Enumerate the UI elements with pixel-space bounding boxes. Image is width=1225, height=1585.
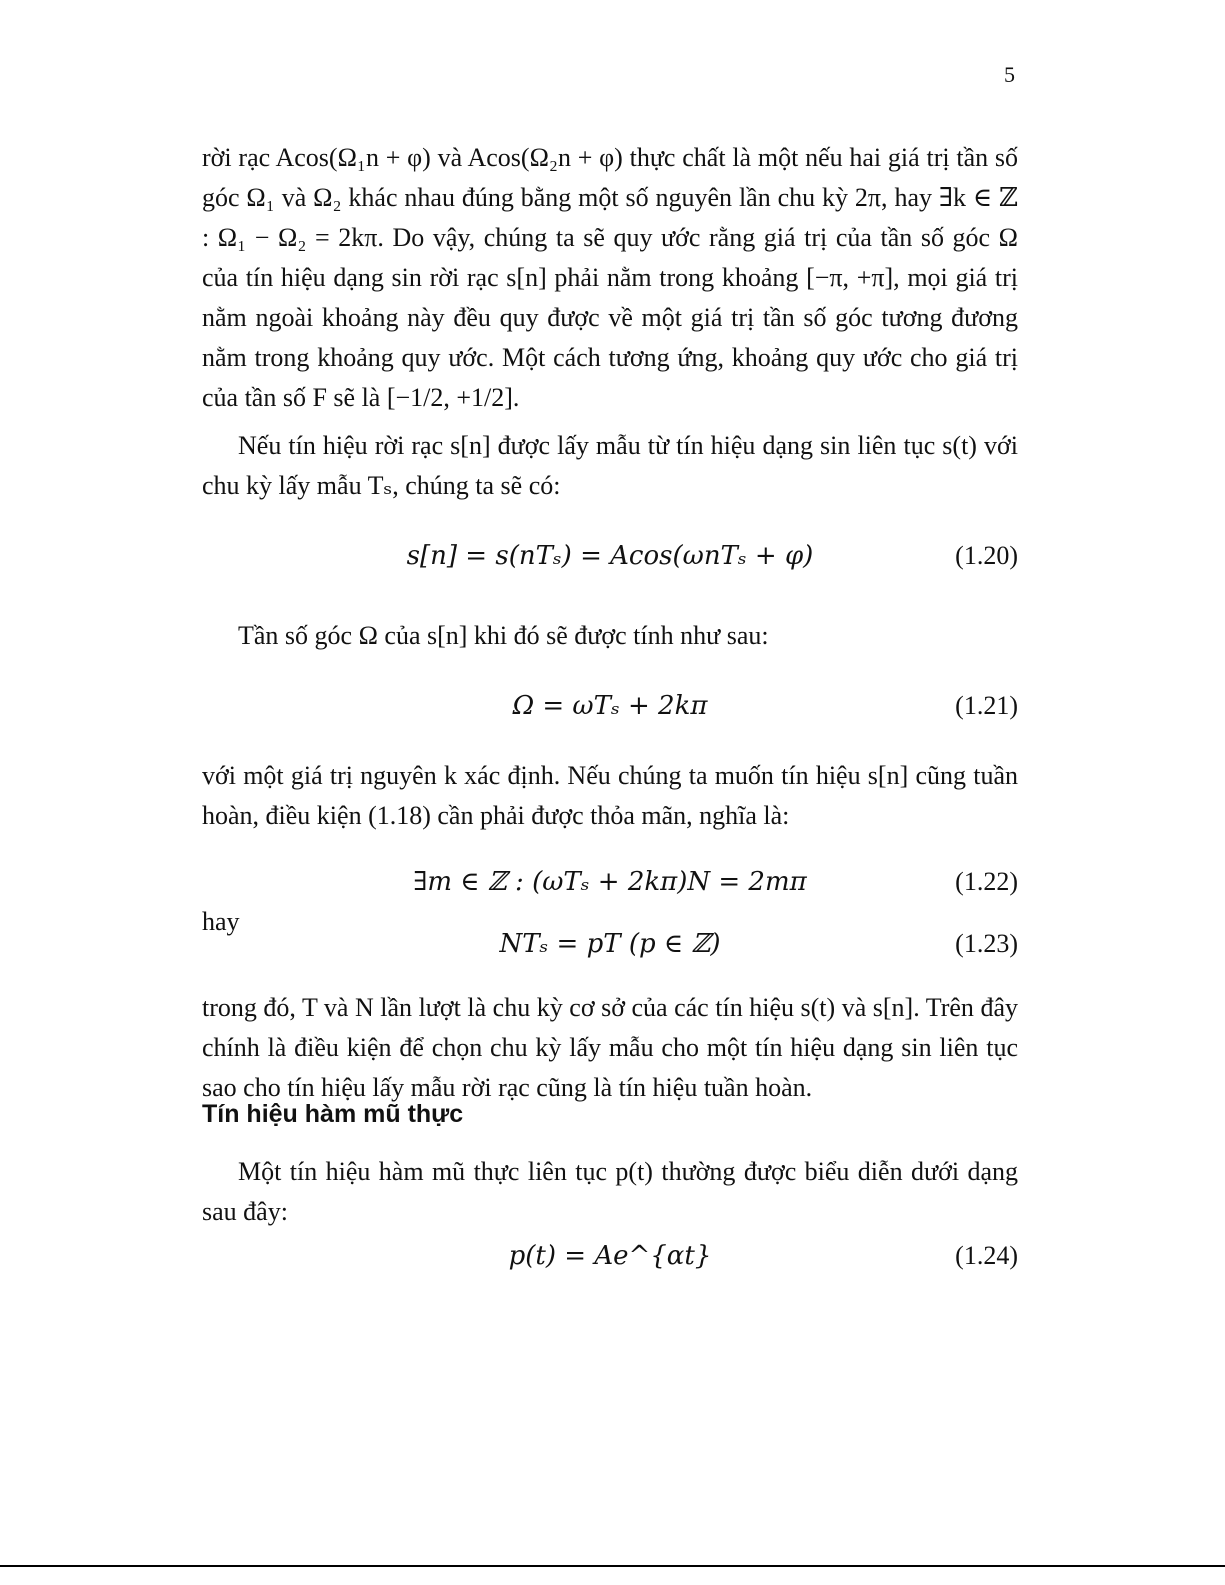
equation-1-21: [202, 686, 1018, 726]
equation-1-24: [202, 1236, 1018, 1276]
page-number: 5: [1004, 62, 1015, 87]
equation-1-23-number: (1.23): [955, 929, 1018, 958]
paragraph-3: Tần số góc Ω của s[n] khi đó sẽ được tính như sau:: [238, 621, 769, 650]
equation-1-20-expression: s[n] = s(nTₛ) = Acos(ωnTₛ + φ): [406, 541, 814, 571]
paragraph-4: với một giá trị nguyên k xác định. Nếu chúng ta muốn tín hiệu s[n] cũng tuần hoàn, điều kiện (1.18) cần phải được thỏa mãn, nghĩa là:: [202, 761, 1018, 830]
equation-1-20-number: (1.20): [955, 541, 1018, 570]
equation-1-22: [202, 862, 1018, 902]
equation-1-24-expression: p(t) = Ae^{αt}: [508, 1241, 712, 1271]
paragraph-6: Một tín hiệu hàm mũ thực liên tục p(t) thường được biểu diễn dưới dạng sau đây:: [202, 1157, 1018, 1226]
bottom-border: [0, 1565, 1225, 1567]
paragraph-5: trong đó, T và N lần lượt là chu kỳ cơ sở của các tín hiệu s(t) và s[n]. Trên đây chính là điều kiện để chọn chu kỳ lấy mẫu cho một tín hiệu dạng sin liên tục sao cho tín hiệu lấy mẫu rời rạc cũng là tín hiệu tuần hoàn.: [202, 993, 1018, 1102]
equation-1-22-number: (1.22): [955, 867, 1018, 896]
equation-1-24-number: (1.24): [955, 1241, 1018, 1270]
equation-1-21-expression: Ω = ωTₛ + 2kπ: [512, 691, 708, 721]
equation-1-22-expression: ∃m ∈ ℤ : (ωTₛ + 2kπ)N = 2mπ: [413, 867, 807, 897]
paragraph-2: Nếu tín hiệu rời rạc s[n] được lấy mẫu từ tín hiệu dạng sin liên tục s(t) với chu kỳ lấy mẫu Tₛ, chúng ta sẽ có:: [202, 431, 1018, 500]
equation-1-21-number: (1.21): [955, 691, 1018, 720]
equation-1-20: [202, 536, 1018, 576]
section-title: Tín hiệu hàm mũ thực: [202, 1100, 464, 1128]
page-content: [202, 138, 1018, 1276]
paragraph-1: rời rạc Acos(Ω₁n + φ) và Acos(Ω₂n + φ) thực chất là một nếu hai giá trị tần số góc Ω₁ và Ω₂ khác nhau đúng bằng một số nguyên lần chu kỳ 2π, hay ∃k ∈ ℤ : Ω₁ − Ω₂ = 2kπ. Do vậy, chúng ta sẽ quy ước rằng giá trị của tần số góc Ω của tín hiệu dạng sin rời rạc s[n] phải nằm trong khoảng [−π, +π], mọi giá trị nằm ngoài khoảng này đều quy được về một giá trị tần số góc tương đương nằm trong khoảng quy ước. Một cách tương ứng, khoảng quy ước cho giá trị của tần số F sẽ là [−1/2, +1/2].: [202, 143, 1018, 412]
equation-1-23: [202, 924, 1018, 964]
equation-1-23-expression: NTₛ = pT (p ∈ ℤ): [499, 929, 721, 959]
connector-text: hay: [202, 907, 240, 936]
